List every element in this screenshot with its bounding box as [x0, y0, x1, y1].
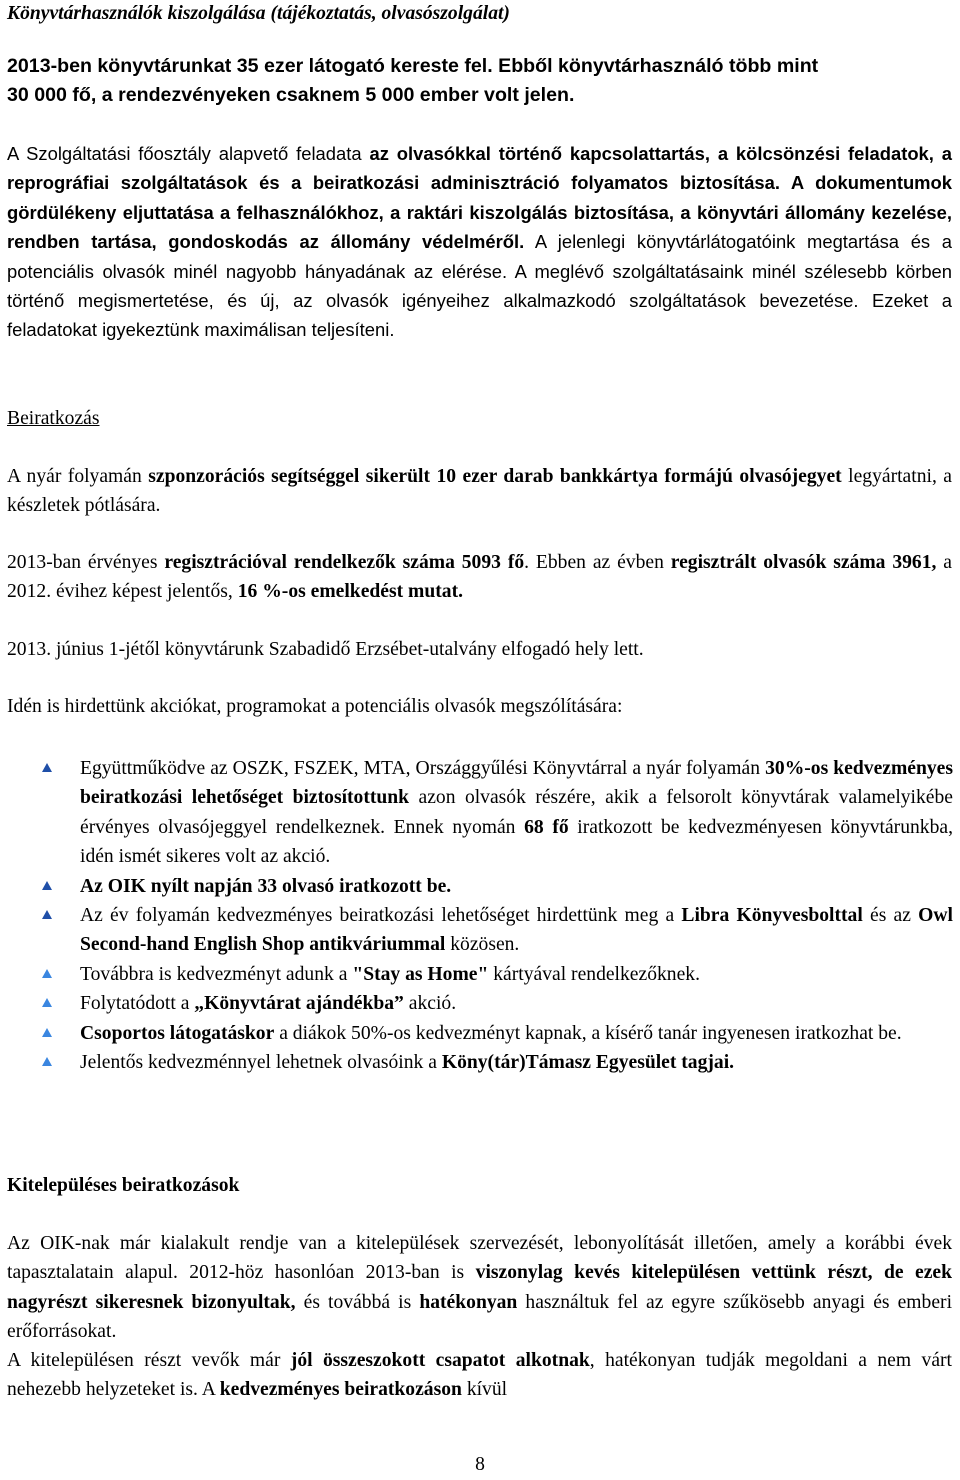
- item-bold: Libra Könyvesbolttal: [681, 905, 863, 927]
- team-text-a: A kitelepülésen részt vevők már: [7, 1350, 291, 1371]
- item-text: Folytatódott a: [80, 993, 195, 1015]
- item-bold: Owl Second-hand English Shop antikváriummal: [80, 905, 953, 956]
- arrow-up-bullet-icon: [42, 998, 52, 1007]
- list-item: [0, 960, 953, 989]
- kitelepules-heading: Kitelepüléses beiratkozások: [7, 1175, 240, 1196]
- service-dept-name: A Szolgáltatási főosztály: [7, 143, 211, 164]
- team-text-bold: jól összeszokott csapatot alkotnak: [290, 1350, 590, 1371]
- list-item: [0, 901, 953, 960]
- cards-paragraph: [7, 462, 952, 521]
- visitors-line-2: 30 000 fő, a rendezvényeken csaknem 5 000 ember volt jelen.: [7, 84, 575, 107]
- arrow-up-bullet-icon: [42, 1028, 52, 1037]
- arrow-up-bullet-icon: [42, 910, 52, 919]
- item-text: kártyával rendelkezőknek.: [488, 963, 700, 985]
- visitors-paragraph: [7, 52, 952, 111]
- item-text: iratkozott be kedvezményesen könyvtárunkba, idén ismét sikeres volt az akció.: [80, 816, 953, 868]
- service-dept-paragraph: [7, 139, 952, 345]
- kitelepules-text-bold: viszonylag kevés kitelepülésen vettünk részt, de ezek nagyrészt sikeresnek bizonyultak,: [7, 1262, 952, 1313]
- item-text: a diákok 50%-os kedvezményt kapnak, a kísérő tanár ingyenesen iratkozhat be.: [274, 1022, 902, 1044]
- list-item: [0, 1019, 953, 1048]
- list-item: [0, 1048, 953, 1077]
- kitelepules-text-efficient: hatékonyan: [419, 1291, 518, 1313]
- item-bold: „Könyvtárat ajándékba”: [194, 993, 404, 1015]
- item-text: Továbbra is kedvezményt adunk a: [80, 963, 353, 985]
- service-dept-tasks: az olvasókkal történő kapcsolattartás, a kölcsönzési feladatok, a reprográfiai szolgáltatások és a beiratkozási adminisztráció folyamatos biztosítása.: [7, 143, 952, 194]
- item-bold: Az OIK nyílt napján 33 olvasó iratkozott be.: [80, 875, 452, 897]
- campaigns-intro: Idén is hirdettünk akciókat, programokat a potenciális olvasók megszólítására:: [7, 696, 623, 717]
- item-text: és az: [862, 905, 919, 927]
- registration-text-c: . Ebben az évben: [524, 552, 671, 573]
- team-text-discount: kedvezményes beiratkozáson: [219, 1379, 462, 1401]
- item-bold: 30%-os kedvezményes beiratkozási lehetőséget biztosítottunk: [80, 758, 953, 809]
- list-item: [0, 872, 953, 901]
- arrow-up-bullet-icon: [42, 763, 52, 772]
- kitelepules-paragraph-2: [7, 1346, 952, 1405]
- section-title: Könyvtárhasználók kiszolgálása (tájékoztatás, olvasószolgálat): [7, 3, 510, 24]
- item-text: azon olvasók részére, akik a felsorolt könyvtárak valamelyikébe érvényes olvasójeggyel rendelkeznek. Ennek nyomán: [80, 787, 953, 838]
- item-bold: "Stay as Home": [352, 963, 489, 985]
- registration-text-a: 2013-ban érvényes: [7, 552, 165, 573]
- item-text: Jelentős kedvezménnyel lehetnek olvasóink a: [80, 1052, 442, 1074]
- list-item: [0, 754, 953, 872]
- item-text: közösen.: [445, 934, 520, 956]
- registration-count: regisztrációval rendelkezők száma 5093 fő: [164, 552, 525, 573]
- registered-readers: regisztrált olvasók száma 3961,: [670, 552, 937, 573]
- item-bold: Csoportos látogatáskor: [80, 1022, 275, 1044]
- kitelepules-paragraph-1: [7, 1229, 952, 1347]
- team-text-c: , hatékonyan tudják megoldani a nem várt nehezebb helyzeteket is. A: [7, 1350, 952, 1401]
- service-dept-services: A meglévő szolgáltatásaink minél szélesebb körben történő megismertetése, és új, az olvasók igényeihez alkalmazkodó szolgáltatások bevezetése. Ezeket a feladatokat igyekeztünk maximálisan teljesíteni.: [7, 260, 952, 341]
- item-text: Együttműködve az OSZK, FSZEK, MTA, Országgyűlési Könyvtárral a nyár folyamán: [80, 758, 766, 779]
- item-text: akció.: [403, 993, 457, 1015]
- voucher-paragraph: 2013. június 1-jétől könyvtárunk Szabadidő Erzsébet-utalvány elfogadó hely lett.: [7, 639, 644, 660]
- cards-text-c: legyártatni, a készletek pótlására.: [7, 466, 952, 517]
- arrow-up-bullet-icon: [42, 1057, 52, 1066]
- arrow-up-bullet-icon: [42, 969, 52, 978]
- kitelepules-text-c: és továbbá is: [295, 1291, 420, 1313]
- item-bold: 68 fő: [524, 816, 569, 838]
- service-dept-text: alapvető feladata: [210, 143, 370, 164]
- team-text-e: kívül: [461, 1379, 508, 1401]
- cards-text-a: A nyár folyamán: [7, 466, 149, 487]
- beiratkozas-heading: Beiratkozás: [7, 408, 100, 429]
- service-dept-documents: A dokumentumok gördülékeny eljuttatása a felhasználókhoz, a raktári kiszolgálás biztosítása, a könyvtári állomány kezelése, rendben tartása, gondoskodás az állomány védelméről.: [7, 172, 952, 253]
- service-dept-readers: A jelenlegi könyvtárlátogatóink megtartása és a potenciális olvasók minél nagyobb hányadának az elérése.: [7, 231, 953, 282]
- registration-paragraph: [7, 548, 952, 607]
- list-item: [0, 989, 953, 1018]
- page-number: 8: [475, 1454, 485, 1475]
- campaign-list: [0, 754, 960, 1077]
- kitelepules-text-a: Az OIK-nak már kialakult rendje van a kitelepülések szervezését, lebonyolítását illetően, amely a korábbi évek tapasztalatain alapul. 2012-höz hasonlóan 2013-ban is: [7, 1233, 952, 1284]
- visitors-line-1: 2013-ben könyvtárunkat 35 ezer látogató kereste fel. Ebből könyvtárhasználó több mint: [7, 55, 819, 77]
- kitelepules-text-e: használtuk fel az egyre szűkösebb anyagi és emberi erőforrásokat.: [7, 1291, 953, 1343]
- arrow-up-bullet-icon: [42, 881, 52, 890]
- cards-text-bold: szponzorációs segítséggel sikerült 10 ezer darab bankkártya formájú olvasójegyet: [148, 466, 842, 487]
- registration-text-e: a 2012. évihez képest jelentős,: [7, 552, 952, 603]
- item-bold: Köny(tár)Támasz Egyesület tagjai.: [441, 1052, 735, 1074]
- item-text: Az év folyamán kedvezményes beiratkozási lehetőséget hirdettünk meg a: [80, 905, 682, 927]
- registration-increase: 16 %-os emelkedést mutat.: [237, 581, 464, 603]
